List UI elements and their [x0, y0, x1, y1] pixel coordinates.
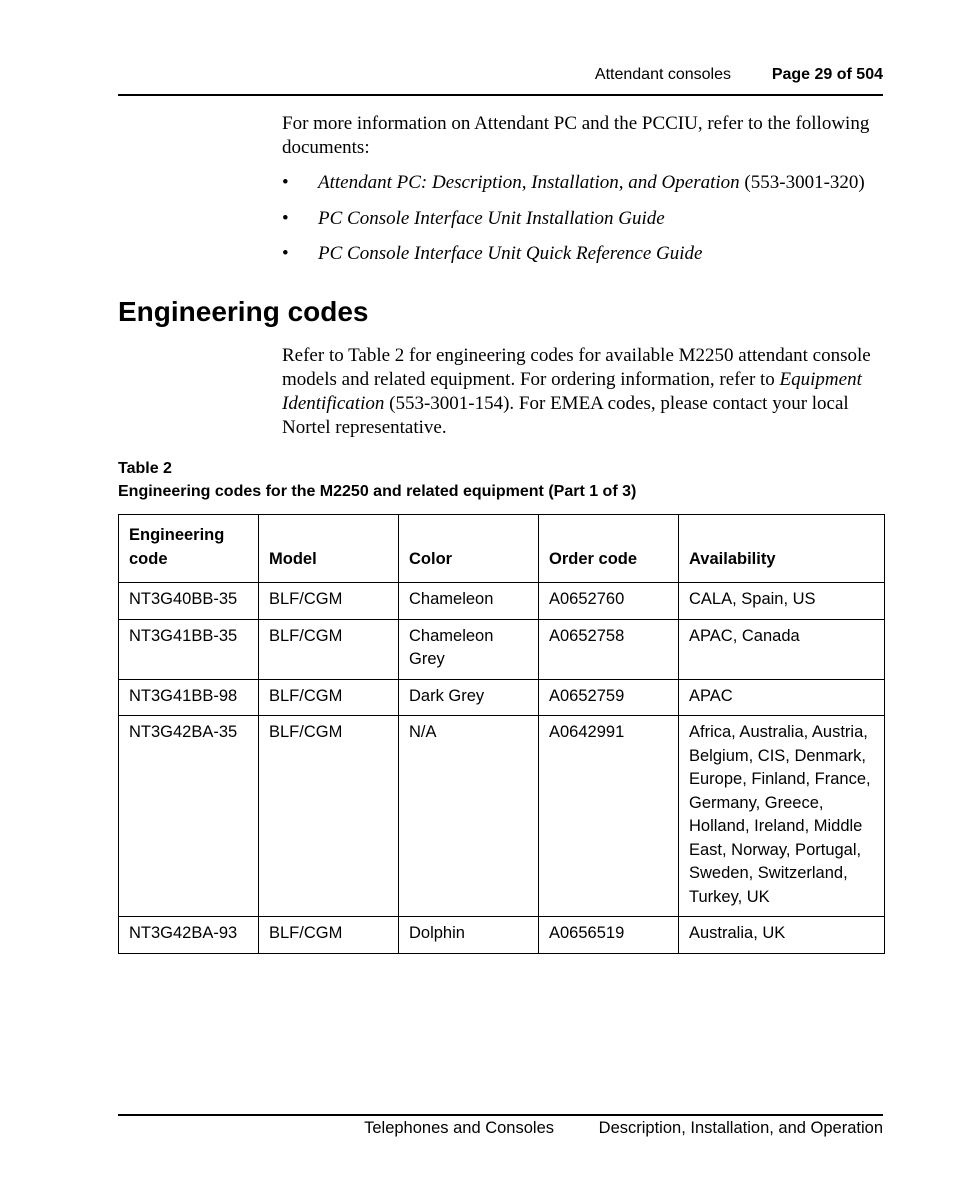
cell-engineering-code: NT3G41BB-98	[119, 679, 259, 716]
table-row	[119, 619, 885, 679]
cell-availability: Africa, Australia, Austria, Belgium, CIS, Denmark, Europe, Finland, France, Germany, Greece, Holland, Ireland, Middle East, Norway, Portugal, Sweden, Switzerland, Turkey, UK	[679, 716, 885, 917]
bullet-marker: •	[282, 243, 289, 264]
cell-availability: APAC	[679, 679, 885, 716]
page-header	[118, 64, 883, 96]
cell-color: Dark Grey	[399, 679, 539, 716]
section-body-text: Refer to Table 2 for engineering codes for available M2250 attendant console models and related equipment. For ordering information, refer to	[282, 345, 871, 390]
column-header-order-code: Order code	[539, 515, 679, 583]
page-footer	[118, 1114, 883, 1144]
cell-model: BLF/CGM	[259, 716, 399, 917]
cell-order-code: A0656519	[539, 917, 679, 954]
cell-availability: Australia, UK	[679, 917, 885, 954]
bullet-marker: •	[282, 172, 289, 193]
cell-model: BLF/CGM	[259, 619, 399, 679]
bullet-marker: •	[282, 207, 289, 229]
referenced-document-title: Equipment Identification	[282, 369, 862, 414]
column-header-model: Model	[259, 515, 399, 583]
column-header-engineering-code: Engineering code	[119, 515, 259, 583]
table-label: Table 2	[118, 460, 172, 477]
document-list	[282, 171, 887, 278]
cell-color: Chameleon Grey	[399, 619, 539, 679]
cell-engineering-code: NT3G42BA-93	[119, 917, 259, 954]
cell-order-code: A0652760	[539, 583, 679, 620]
cell-order-code: A0652758	[539, 619, 679, 679]
header-section-title: Attendant consoles	[594, 66, 731, 83]
footer-book-title: Telephones and Consoles	[364, 1119, 554, 1137]
cell-model: BLF/CGM	[259, 917, 399, 954]
table-caption	[118, 457, 636, 503]
cell-engineering-code: NT3G41BB-35	[119, 619, 259, 679]
cell-color: N/A	[399, 716, 539, 917]
list-item	[282, 207, 887, 243]
column-header-availability: Availability	[679, 515, 885, 583]
table-header-row	[119, 515, 885, 583]
cell-model: BLF/CGM	[259, 583, 399, 620]
engineering-codes-table	[118, 514, 885, 954]
table-row	[119, 716, 885, 917]
cell-engineering-code: NT3G40BB-35	[119, 583, 259, 620]
document-title: Attendant PC: Description, Installation, and Operation	[318, 172, 740, 193]
table-row	[119, 679, 885, 716]
section-body	[282, 344, 887, 440]
cell-order-code: A0642991	[539, 716, 679, 917]
section-heading: Engineering codes	[118, 296, 369, 327]
header-page-number: Page 29 of 504	[771, 66, 883, 83]
cell-availability: CALA, Spain, US	[679, 583, 885, 620]
footer-document-title: Description, Installation, and Operation	[598, 1119, 883, 1137]
document-number: (553-3001-320)	[739, 172, 865, 193]
cell-engineering-code: NT3G42BA-35	[119, 716, 259, 917]
list-item	[282, 242, 887, 278]
cell-color: Dolphin	[399, 917, 539, 954]
intro-paragraph: For more information on Attendant PC and the PCCIU, refer to the following documents:	[282, 113, 870, 158]
cell-order-code: A0652759	[539, 679, 679, 716]
table-row	[119, 917, 885, 954]
document-title: PC Console Interface Unit Quick Reference Guide	[318, 243, 703, 264]
document-title: PC Console Interface Unit Installation Guide	[318, 207, 665, 229]
column-header-color: Color	[399, 515, 539, 583]
list-item	[282, 171, 887, 207]
table-title: Engineering codes for the M2250 and related equipment (Part 1 of 3)	[118, 483, 637, 500]
section-body-text: (553-3001-154). For EMEA codes, please contact your local Nortel representative.	[282, 393, 849, 438]
table-row	[119, 583, 885, 620]
cell-model: BLF/CGM	[259, 679, 399, 716]
cell-color: Chameleon	[399, 583, 539, 620]
cell-availability: APAC, Canada	[679, 619, 885, 679]
